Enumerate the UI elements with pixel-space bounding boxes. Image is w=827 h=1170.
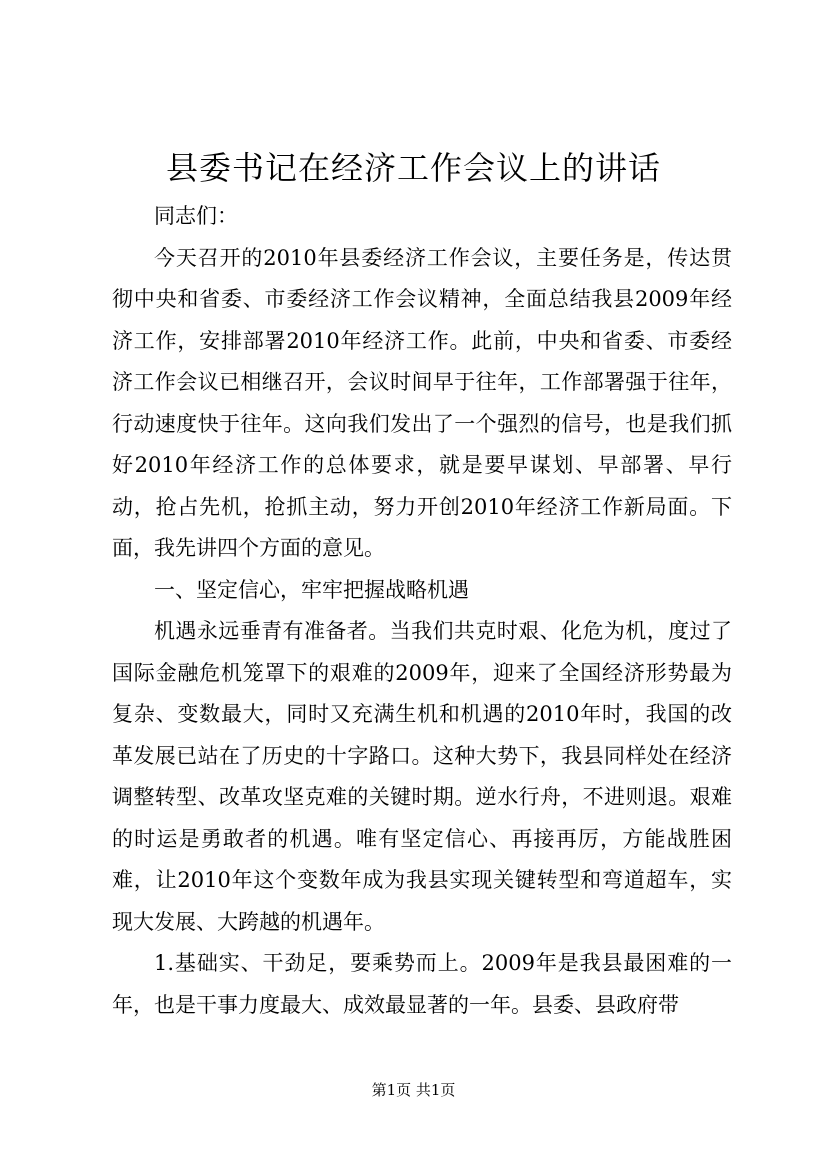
salutation-paragraph: 同志们： — [154, 204, 238, 228]
body-paragraph: 机遇永远垂青有准备者。当我们共克时艰、化危为机，度过了国际金融危机笼罩下的艰难的2009年，迎来了全国经济形势最为复杂、变数最大，同时又充满生机和机遇的2010年时，我国的改革发展已站在了历史的十字路口。这种大势下，我县同样处在经济调整转型、改革攻坚克难的关键时期。逆水行舟，不进则退。艰难的时运是勇敢者的机遇。唯有坚定信心、再接再厉，方能战胜困难，让2010年这个变数年成为我县实现关键转型和弯道超车，实现大发展、大跨越的机遇年。 — [112, 619, 732, 934]
page-footer: 第1页 共1页 — [371, 1081, 456, 1099]
section-heading: 一、坚定信心，牢牢把握战略机遇 — [154, 577, 469, 602]
body-paragraph: 1.基础实、干劲足，要乘势而上。2009年是我县最困难的一年，也是干事力度最大、成效最显著的一年。县委、县政府带 — [112, 951, 732, 1017]
intro-paragraph: 今天召开的2010年县委经济工作会议，主要任务是，传达贯彻中央和省委、市委经济工作会议精神，全面总结我县2009年经济工作，安排部署2010年经济工作。此前，中央和省委、市委经济工作会议已相继召开，会议时间早于往年，工作部署强于往年，行动速度快于往年。这向我们发出了一个强烈的信号，也是我们抓好2010年经济工作的总体要求，就是要早谋划、早部署、早行动，抢占先机，抢抓主动，努力开创2010年经济工作新局面。下面，我先讲四个方面的意见。 — [112, 245, 732, 560]
document-title: 县委书记在经济工作会议上的讲话 — [165, 149, 661, 187]
document-body — [112, 196, 732, 1026]
